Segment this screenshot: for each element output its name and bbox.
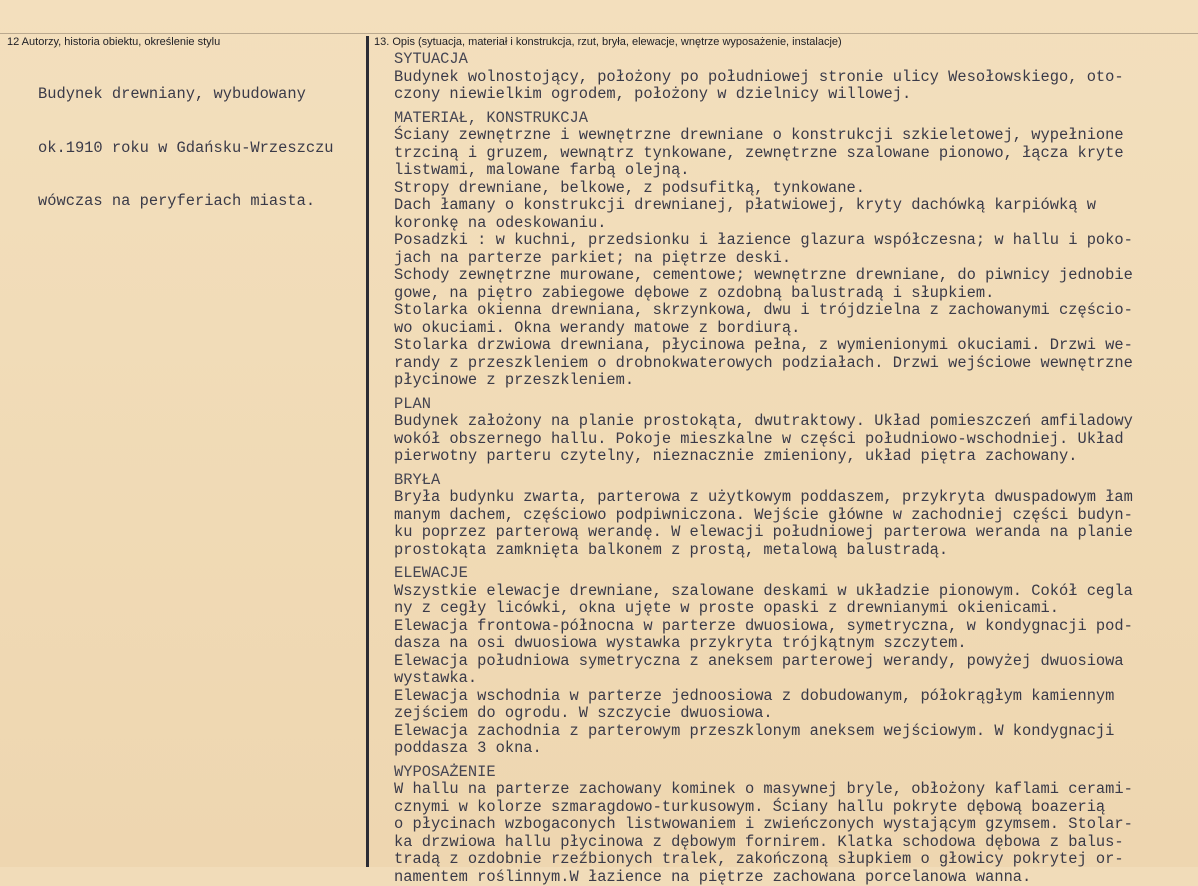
section-line: Stolarka drzwiowa drewniana, płycinowa pełna, z wymienionymi okuciami. Drzwi we- xyxy=(394,337,1194,355)
section-line: pierwotny parteru czytelny, nieznacznie zmieniony, układ piętra zachowany. xyxy=(394,448,1194,466)
section-line: Bryła budynku zwarta, parterowa z użytkowym poddaszem, przykryta dwuspadowym łam xyxy=(394,489,1194,507)
section-line: o płycinach wzbogaconych listwowaniem i zwieńczonych wystającym gzymsem. Stolar- xyxy=(394,816,1194,834)
section-title: ELEWACJE xyxy=(394,565,1194,583)
field-12-label: 12 Autorzy, historia obiektu, określenie stylu xyxy=(7,36,220,48)
section-line: płycinowe z przeszkleniem. xyxy=(394,372,1194,390)
section-line: wystawka. xyxy=(394,670,1194,688)
left-line: wówczas na peryferiach miasta. xyxy=(38,193,364,211)
section-line: cznymi w kolorze szmaragdowo-turkusowym. Ściany hallu pokryte dębową boazerią xyxy=(394,799,1194,817)
section-title: WYPOSAŻENIE xyxy=(394,764,1194,782)
section-line: Elewacja wschodnia w parterze jednoosiowa z dobudowanym, półokrągłym kamiennym xyxy=(394,688,1194,706)
section-line: ku poprzez parterową werandę. W elewacji południowej parterowa weranda na planie xyxy=(394,524,1194,542)
section-line: listwami, malowane farbą olejną. xyxy=(394,162,1194,180)
top-rule xyxy=(0,33,1198,34)
section-line: W hallu na parterze zachowany kominek o masywnej bryle, obłożony kaflami cerami- xyxy=(394,781,1194,799)
section-line: jach na parterze parkiet; na piętrze deski. xyxy=(394,250,1194,268)
section-title: PLAN xyxy=(394,396,1194,414)
section-sytuacja xyxy=(394,51,1194,104)
section-line: tradą z ozdobnie rzeźbionych tralek, zakończoną słupkiem o głowicy pokrytej or- xyxy=(394,851,1194,869)
section-line: Stolarka okienna drewniana, skrzynkowa, dwu i trójdzielna z zachowanymi częścio- xyxy=(394,302,1194,320)
section-title: SYTUACJA xyxy=(394,51,1194,69)
section-line: Budynek wolnostojący, położony po południowej stronie ulicy Wesołowskiego, oto- xyxy=(394,69,1194,87)
authors-history-text xyxy=(38,50,364,247)
section-line: ka drzwiowa hallu płycinowa z dębowym fornirem. Klatka schodowa dębowa z balus- xyxy=(394,834,1194,852)
section-bryła xyxy=(394,472,1194,560)
section-line: ny z cegły licówki, okna ujęte w proste opaski z drewnianymi okienicami. xyxy=(394,600,1194,618)
section-line: manym dachem, częściowo podpiwniczona. Wejście główne w zachodniej części budyn- xyxy=(394,507,1194,525)
section-line: Stropy drewniane, belkowe, z podsufitką, tynkowane. xyxy=(394,180,1194,198)
section-line: trzciną i gruzem, wewnątrz tynkowane, zewnętrzne szalowane pionowo, łącza kryte xyxy=(394,145,1194,163)
section-line: Ściany zewnętrzne i wewnętrzne drewniane o konstrukcji szkieletowej, wypełnione xyxy=(394,127,1194,145)
left-line: Budynek drewniany, wybudowany xyxy=(38,86,364,104)
section-line: Elewacja zachodnia z parterowym przeszklonym aneksem wejściowym. W kondygnacji xyxy=(394,723,1194,741)
description-text xyxy=(394,51,1194,886)
section-line: czony niewielkim ogrodem, położony w dzielnicy willowej. xyxy=(394,86,1194,104)
section-line: randy z przeszkleniem o drobnokwaterowych podziałach. Drzwi wejściowe wewnętrzne xyxy=(394,355,1194,373)
section-line: dasza na osi dwuosiowa wystawka przykryta trójkątnym szczytem. xyxy=(394,635,1194,653)
section-line: Elewacja frontowa-północna w parterze dwuosiowa, symetryczna, w kondygnacji pod- xyxy=(394,618,1194,636)
section-title: MATERIAŁ, KONSTRUKCJA xyxy=(394,110,1194,128)
section-line: koronkę na odeskowaniu. xyxy=(394,215,1194,233)
section-line: Wszystkie elewacje drewniane, szalowane deskami w układzie pionowym. Cokół cegla xyxy=(394,583,1194,601)
section-elewacje xyxy=(394,565,1194,758)
section-line: Elewacja południowa symetryczna z aneksem parterowej werandy, powyżej dwuosiowa xyxy=(394,653,1194,671)
section-line: zejściem do ogrodu. W szczycie dwuosiowa. xyxy=(394,705,1194,723)
field-13-label: 13. Opis (sytuacja, materiał i konstrukcja, rzut, bryła, elewacje, wnętrze wyposażenie, instalacje) xyxy=(374,36,842,48)
section-line: wokół obszernego hallu. Pokoje mieszkalne w części południowo-wschodniej. Układ xyxy=(394,431,1194,449)
section-materiał-konstrukcja xyxy=(394,110,1194,390)
section-line: Budynek założony na planie prostokąta, dwutraktowy. Układ pomieszczeń amfiladowy xyxy=(394,413,1194,431)
left-line: ok.1910 roku w Gdańsku-Wrzeszczu xyxy=(38,140,364,158)
section-line: poddasza 3 okna. xyxy=(394,740,1194,758)
section-line: namentem roślinnym.W łazience na piętrze zachowana porcelanowa wanna. xyxy=(394,869,1194,886)
section-line: Dach łamany o konstrukcji drewnianej, płatwiowej, kryty dachówką karpiówką w xyxy=(394,197,1194,215)
section-wyposażenie xyxy=(394,764,1194,886)
section-line: prostokąta zamknięta balkonem z prostą, metalową balustradą. xyxy=(394,542,1194,560)
section-line: Posadzki : w kuchni, przedsionku i łazience glazura współczesna; w hallu i poko- xyxy=(394,232,1194,250)
section-plan xyxy=(394,396,1194,466)
section-line: Schody zewnętrzne murowane, cementowe; wewnętrzne drewniane, do piwnicy jednobie xyxy=(394,267,1194,285)
column-divider xyxy=(366,36,369,867)
section-line: gowe, na piętro zabiegowe dębowe z ozdobną balustradą i słupkiem. xyxy=(394,285,1194,303)
section-title: BRYŁA xyxy=(394,472,1194,490)
section-line: wo okuciami. Okna werandy matowe z bordiurą. xyxy=(394,320,1194,338)
